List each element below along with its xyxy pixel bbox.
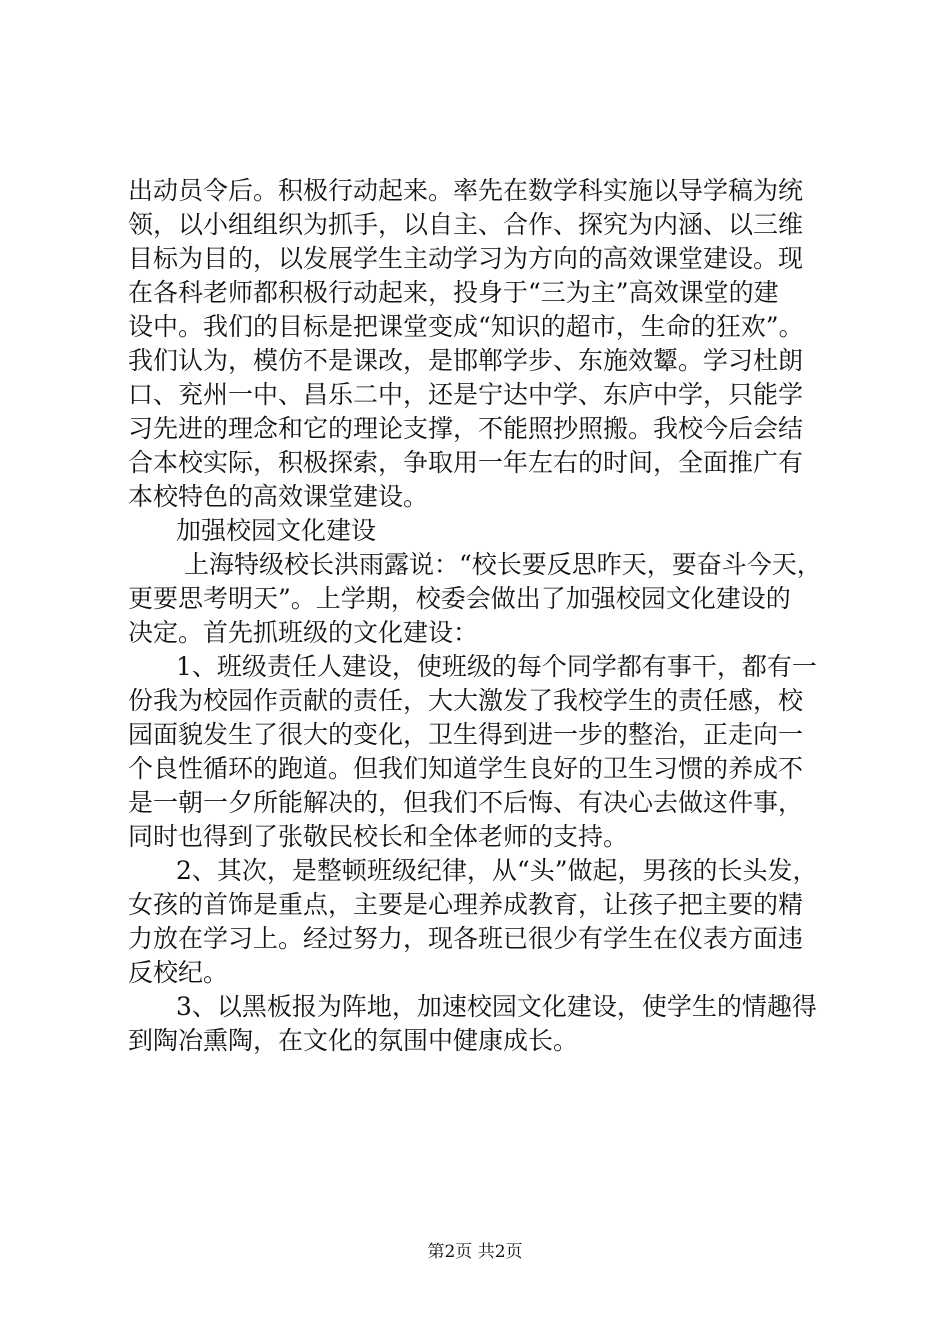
text-line: 2、其次，是整顿班级纪律，从“头”做起，男孩的长头发， <box>176 856 818 885</box>
text-line: 力放在学习上。经过努力，现各班已很少有学生在仪表方面违 <box>128 924 804 953</box>
text-line: 决定。首先抓班级的文化建设： <box>128 618 479 647</box>
text-line: 份我为校园作贡献的责任，大大激发了我校学生的责任感，校 <box>128 686 804 715</box>
text-line: 目标为目的，以发展学生主动学习为方向的高效课堂建设。现 <box>128 244 804 273</box>
text-line: 园面貌发生了很大的变化，卫生得到进一步的整治，正走向一 <box>128 720 804 749</box>
text-line: 上海特级校长洪雨露说：“校长要反思昨天，要奋斗今天， <box>184 550 822 579</box>
text-line: 到陶冶熏陶，在文化的氛围中健康成长。 <box>128 1026 579 1055</box>
document-body <box>128 174 848 1058</box>
text-line: 个良性循环的跑道。但我们知道学生良好的卫生习惯的养成不 <box>128 754 804 783</box>
text-line: 反校纪。 <box>128 958 229 987</box>
text-line: 领，以小组组织为抓手，以自主、合作、探究为内涵、以三维 <box>128 210 804 239</box>
text-line: 同时也得到了张敬民校长和全体老师的支持。 <box>128 822 629 851</box>
text-line: 更要思考明天”。上学期，校委会做出了加强校园文化建设的 <box>128 584 791 613</box>
text-line: 设中。我们的目标是把课堂变成“知识的超市，生命的狂欢”。 <box>128 312 804 341</box>
text-line: 3、以黑板报为阵地，加速校园文化建设，使学生的情趣得 <box>176 992 817 1021</box>
text-line: 1、班级责任人建设，使班级的每个同学都有事干，都有一 <box>176 652 817 681</box>
text-line: 合本校实际，积极探索，争取用一年左右的时间，全面推广有 <box>128 448 804 477</box>
text-line: 口、兖州一中、昌乐二中，还是宁达中学、东庐中学，只能学 <box>128 380 804 409</box>
text-line: 我们认为，模仿不是课改，是邯郸学步、东施效颦。学习杜朗 <box>128 346 804 375</box>
section-heading: 加强校园文化建设 <box>176 516 377 545</box>
text-line: 本校特色的高效课堂建设。 <box>128 482 429 511</box>
text-line: 习先进的理念和它的理论支撑，不能照抄照搬。我校今后会结 <box>128 414 804 443</box>
page-footer: 第2页 共2页 <box>427 1242 523 1262</box>
text-line: 女孩的首饰是重点，主要是心理养成教育，让孩子把主要的精 <box>128 890 804 919</box>
text-line: 出动员令后。积极行动起来。率先在数学科实施以导学稿为统 <box>128 176 804 205</box>
text-line: 是一朝一夕所能解决的，但我们不后悔、有决心去做这件事， <box>128 788 804 817</box>
text-line: 在各科老师都积极行动起来，投身于“三为主”高效课堂的建 <box>128 278 779 307</box>
